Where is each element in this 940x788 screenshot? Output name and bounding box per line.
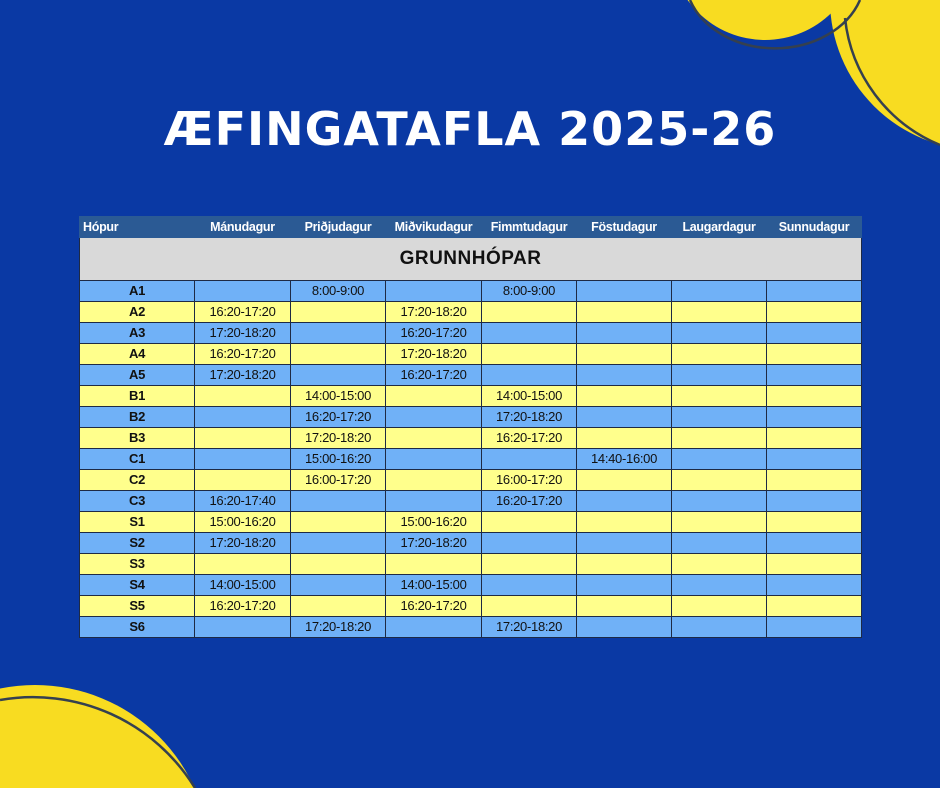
- group-cell: C2: [80, 470, 195, 491]
- time-cell: [195, 449, 291, 470]
- table-row: [80, 596, 862, 617]
- time-cell: [386, 281, 482, 302]
- time-cell: [672, 596, 767, 617]
- time-cell: 16:00-17:20: [291, 470, 386, 491]
- time-cell: [577, 281, 672, 302]
- bottom-left-circle: [0, 685, 210, 788]
- column-header: Mánudagur: [195, 217, 291, 238]
- time-cell: [577, 386, 672, 407]
- time-cell: [195, 554, 291, 575]
- time-cell: [672, 407, 767, 428]
- page-title: ÆFINGATAFLA 2025-26: [163, 102, 777, 156]
- time-cell: [195, 281, 291, 302]
- time-cell: 17:20-18:20: [291, 428, 386, 449]
- time-cell: [672, 470, 767, 491]
- time-cell: [291, 533, 386, 554]
- time-cell: 16:20-17:20: [195, 302, 291, 323]
- table-row: [80, 386, 862, 407]
- time-cell: [195, 428, 291, 449]
- time-cell: 17:20-18:20: [291, 617, 386, 638]
- time-cell: [577, 491, 672, 512]
- time-cell: [767, 407, 862, 428]
- time-cell: [291, 554, 386, 575]
- table-row: [80, 407, 862, 428]
- time-cell: [482, 512, 577, 533]
- group-cell: C3: [80, 491, 195, 512]
- time-cell: [577, 617, 672, 638]
- time-cell: [767, 323, 862, 344]
- time-cell: [767, 428, 862, 449]
- column-header: Fimmtudagur: [482, 217, 577, 238]
- time-cell: [577, 533, 672, 554]
- time-cell: 16:20-17:40: [195, 491, 291, 512]
- time-cell: [767, 575, 862, 596]
- time-cell: 14:00-15:00: [386, 575, 482, 596]
- table-row: [80, 617, 862, 638]
- time-cell: [291, 575, 386, 596]
- group-cell: S6: [80, 617, 195, 638]
- time-cell: [482, 575, 577, 596]
- time-cell: [767, 533, 862, 554]
- time-cell: [386, 386, 482, 407]
- time-cell: 17:20-18:20: [195, 533, 291, 554]
- time-cell: [577, 365, 672, 386]
- time-cell: [672, 554, 767, 575]
- group-cell: A5: [80, 365, 195, 386]
- table-row: [80, 470, 862, 491]
- time-cell: 14:00-15:00: [195, 575, 291, 596]
- column-header: Laugardagur: [672, 217, 767, 238]
- time-cell: [195, 617, 291, 638]
- time-cell: [672, 281, 767, 302]
- time-cell: [291, 491, 386, 512]
- time-cell: [482, 344, 577, 365]
- table-header-row: [80, 217, 862, 238]
- group-cell: A4: [80, 344, 195, 365]
- time-cell: 15:00-16:20: [291, 449, 386, 470]
- time-cell: [482, 323, 577, 344]
- time-cell: 16:20-17:20: [482, 491, 577, 512]
- time-cell: [386, 449, 482, 470]
- time-cell: 14:00-15:00: [291, 386, 386, 407]
- time-cell: [767, 449, 862, 470]
- column-header: Sunnudagur: [767, 217, 862, 238]
- column-header: Priðjudagur: [291, 217, 386, 238]
- table-row: [80, 428, 862, 449]
- time-cell: [577, 302, 672, 323]
- group-cell: S3: [80, 554, 195, 575]
- time-cell: 16:20-17:20: [386, 323, 482, 344]
- time-cell: [482, 449, 577, 470]
- time-cell: 15:00-16:20: [195, 512, 291, 533]
- time-cell: [672, 365, 767, 386]
- time-cell: [386, 407, 482, 428]
- group-cell: A2: [80, 302, 195, 323]
- group-cell: B2: [80, 407, 195, 428]
- section-row: [80, 238, 862, 281]
- group-cell: C1: [80, 449, 195, 470]
- time-cell: [767, 344, 862, 365]
- table-row: [80, 512, 862, 533]
- group-cell: B1: [80, 386, 195, 407]
- time-cell: [672, 512, 767, 533]
- time-cell: [291, 512, 386, 533]
- time-cell: [577, 407, 672, 428]
- time-cell: 14:40-16:00: [577, 449, 672, 470]
- time-cell: [767, 596, 862, 617]
- time-cell: 16:20-17:20: [386, 596, 482, 617]
- time-cell: [195, 407, 291, 428]
- group-cell: S1: [80, 512, 195, 533]
- time-cell: 16:00-17:20: [482, 470, 577, 491]
- time-cell: [577, 470, 672, 491]
- time-cell: [767, 302, 862, 323]
- time-cell: [482, 554, 577, 575]
- time-cell: [482, 365, 577, 386]
- time-cell: 16:20-17:20: [482, 428, 577, 449]
- time-cell: [767, 554, 862, 575]
- table-row: [80, 281, 862, 302]
- group-cell: S2: [80, 533, 195, 554]
- table-row: [80, 554, 862, 575]
- schedule-table: [79, 216, 862, 638]
- time-cell: [577, 323, 672, 344]
- time-cell: [195, 470, 291, 491]
- time-cell: [767, 512, 862, 533]
- table-row: [80, 491, 862, 512]
- time-cell: 16:20-17:20: [195, 596, 291, 617]
- table-row: [80, 344, 862, 365]
- group-cell: A3: [80, 323, 195, 344]
- section-title: GRUNNHÓPAR: [80, 238, 862, 281]
- time-cell: [767, 617, 862, 638]
- time-cell: [672, 449, 767, 470]
- group-cell: S5: [80, 596, 195, 617]
- time-cell: [577, 428, 672, 449]
- time-cell: [291, 365, 386, 386]
- time-cell: 14:00-15:00: [482, 386, 577, 407]
- time-cell: [291, 344, 386, 365]
- time-cell: [672, 344, 767, 365]
- time-cell: [577, 575, 672, 596]
- time-cell: 17:20-18:20: [386, 533, 482, 554]
- time-cell: [577, 596, 672, 617]
- time-cell: [386, 491, 482, 512]
- time-cell: [672, 575, 767, 596]
- table-row: [80, 533, 862, 554]
- time-cell: [482, 302, 577, 323]
- time-cell: 16:20-17:20: [195, 344, 291, 365]
- time-cell: [767, 365, 862, 386]
- time-cell: 8:00-9:00: [291, 281, 386, 302]
- time-cell: 8:00-9:00: [482, 281, 577, 302]
- time-cell: [672, 302, 767, 323]
- time-cell: [672, 491, 767, 512]
- column-header: Hópur: [80, 217, 195, 238]
- group-cell: B3: [80, 428, 195, 449]
- time-cell: [577, 512, 672, 533]
- time-cell: 15:00-16:20: [386, 512, 482, 533]
- time-cell: 17:20-18:20: [195, 365, 291, 386]
- time-cell: 17:20-18:20: [386, 344, 482, 365]
- time-cell: [767, 386, 862, 407]
- time-cell: 17:20-18:20: [386, 302, 482, 323]
- time-cell: 16:20-17:20: [386, 365, 482, 386]
- time-cell: [291, 302, 386, 323]
- table-row: [80, 302, 862, 323]
- time-cell: [386, 554, 482, 575]
- time-cell: [672, 617, 767, 638]
- group-cell: S4: [80, 575, 195, 596]
- time-cell: [577, 554, 672, 575]
- time-cell: [767, 281, 862, 302]
- time-cell: [195, 386, 291, 407]
- time-cell: [672, 428, 767, 449]
- time-cell: [291, 323, 386, 344]
- table-row: [80, 365, 862, 386]
- time-cell: [577, 344, 672, 365]
- time-cell: 17:20-18:20: [482, 617, 577, 638]
- time-cell: [386, 428, 482, 449]
- time-cell: [672, 386, 767, 407]
- time-cell: [767, 491, 862, 512]
- group-cell: A1: [80, 281, 195, 302]
- table-row: [80, 323, 862, 344]
- time-cell: [672, 533, 767, 554]
- column-header: Miðvikudagur: [386, 217, 482, 238]
- time-cell: 17:20-18:20: [482, 407, 577, 428]
- time-cell: [672, 323, 767, 344]
- time-cell: [386, 470, 482, 491]
- time-cell: [482, 596, 577, 617]
- table-row: [80, 575, 862, 596]
- time-cell: [482, 533, 577, 554]
- time-cell: 16:20-17:20: [291, 407, 386, 428]
- time-cell: [767, 470, 862, 491]
- time-cell: 17:20-18:20: [195, 323, 291, 344]
- time-cell: [386, 617, 482, 638]
- time-cell: [291, 596, 386, 617]
- table-row: [80, 449, 862, 470]
- column-header: Föstudagur: [577, 217, 672, 238]
